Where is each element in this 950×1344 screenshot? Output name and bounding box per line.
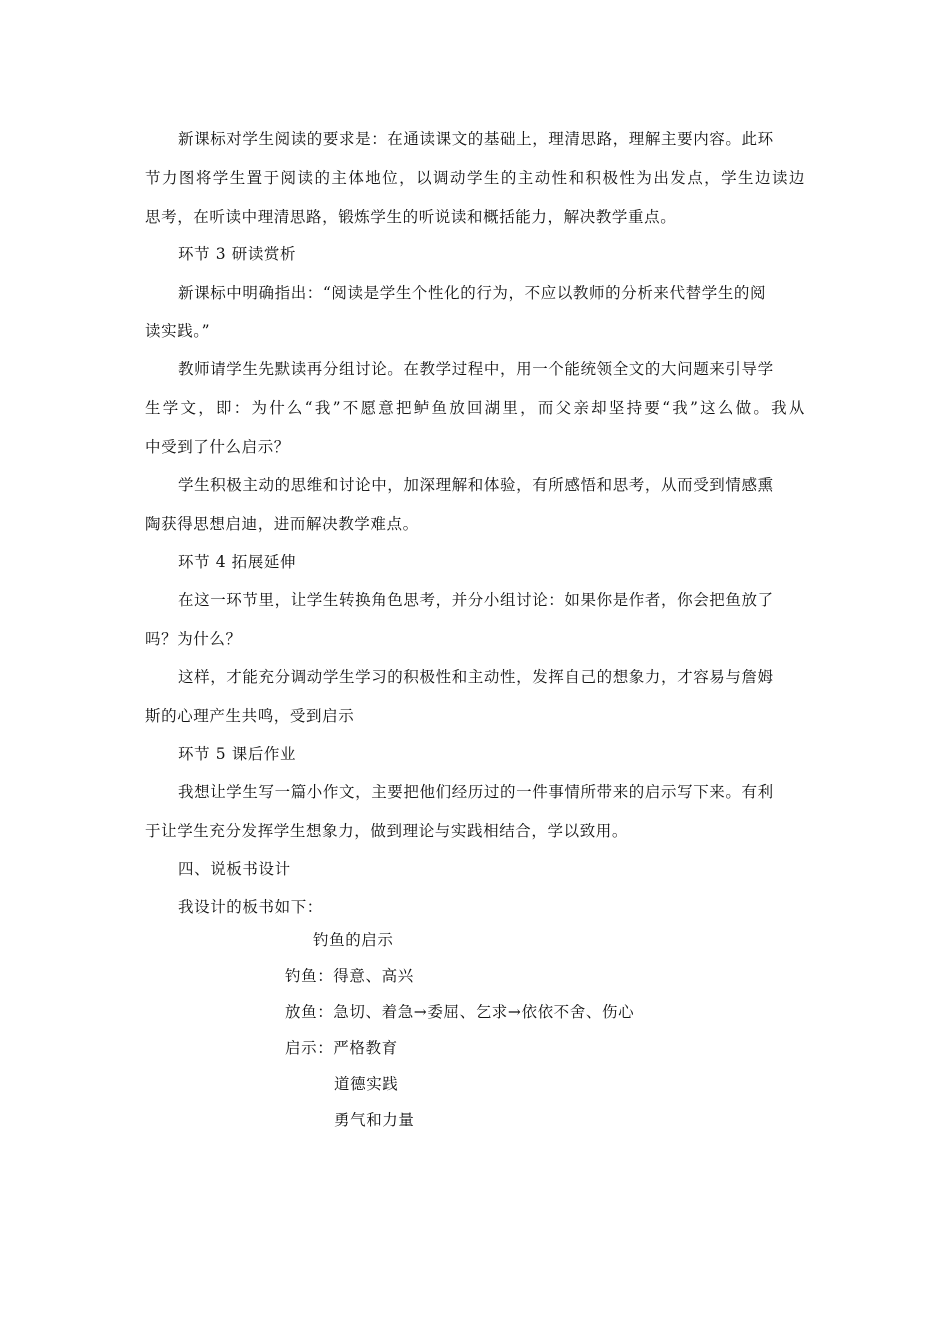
board-row: 放鱼：急切、着急→委屈、乞求→依依不舍、伤心: [285, 1003, 635, 1021]
board-row: 钓鱼：得意、高兴: [285, 967, 414, 985]
paragraph-line: 我设计的板书如下：: [178, 898, 323, 916]
paragraph-line: 生学文，即：为什么“我”不愿意把鲈鱼放回湖里，而父亲却坚持要“我”这么做。我从: [145, 399, 805, 417]
board-title: 钓鱼的启示: [313, 931, 394, 949]
section-heading: 环节 5 课后作业: [178, 745, 297, 763]
paragraph-line: 这样，才能充分调动学生学习的积极性和主动性，发挥自己的想象力，才容易与詹姆: [178, 668, 774, 686]
board-row: 勇气和力量: [334, 1111, 415, 1129]
paragraph-line: 于让学生充分发挥学生想象力，做到理论与实践相结合，学以致用。: [145, 822, 629, 840]
paragraph-line: 节力图将学生置于阅读的主体地位，以调动学生的主动性和积极性为出发点，学生边读边: [145, 169, 805, 187]
paragraph-line: 学生积极主动的思维和讨论中，加深理解和体验，有所感悟和思考，从而受到情感熏: [178, 476, 774, 494]
paragraph-line: 教师请学生先默读再分组讨论。在教学过程中，用一个能统领全文的大问题来引导学: [178, 360, 774, 378]
paragraph-line: 读实践。”: [145, 322, 211, 340]
paragraph-line: 陶获得思想启迪，进而解决教学难点。: [145, 515, 419, 533]
paragraph-line: 中受到了什么启示？: [145, 438, 290, 456]
section-heading: 环节 4 拓展延伸: [178, 553, 297, 571]
section-heading: 环节 3 研读赏析: [178, 245, 297, 263]
board-row: 启示：严格教育: [285, 1039, 398, 1057]
paragraph-line: 在这一环节里，让学生转换角色思考，并分小组讨论：如果你是作者，你会把鱼放了: [178, 591, 774, 609]
paragraph-line: 吗？为什么？: [145, 630, 242, 648]
section-heading: 四、说板书设计: [178, 860, 291, 878]
paragraph-line: 我想让学生写一篇小作文，主要把他们经历过的一件事情所带来的启示写下来。有利: [178, 783, 774, 801]
paragraph-line: 斯的心理产生共鸣，受到启示: [145, 707, 355, 725]
board-row: 道德实践: [334, 1075, 399, 1093]
paragraph-line: 新课标对学生阅读的要求是：在通读课文的基础上，理清思路，理解主要内容。此环: [178, 130, 774, 148]
paragraph-line: 新课标中明确指出：“阅读是学生个性化的行为，不应以教师的分析来代替学生的阅: [178, 284, 767, 302]
paragraph-line: 思考，在听读中理清思路，锻炼学生的听说读和概括能力，解决教学重点。: [145, 208, 677, 226]
